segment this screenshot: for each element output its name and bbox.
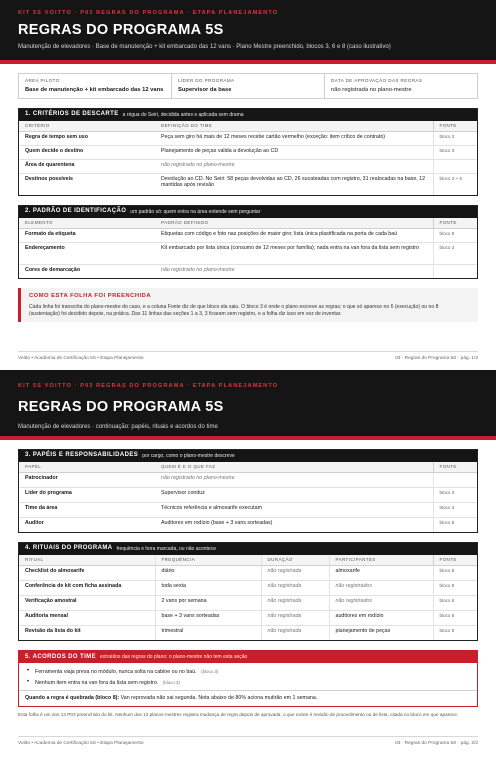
row-definition: Kit embarcado por lista única (consumo de 12 meses por família); nada entra na van fora da lista sem registro (155, 242, 433, 264)
row-source: bloco 8 (433, 565, 477, 580)
row-source: bloco 3 (433, 131, 477, 145)
ritual-frequency: trimestral (155, 625, 261, 640)
acordos-body (19, 663, 477, 690)
section-title: 1. CRITÉRIOS DE DESCARTE (25, 111, 119, 118)
row-source: bloco 3 (433, 487, 477, 502)
ritual-name: Verificação amostral (19, 595, 155, 610)
ritual-frequency: toda sexta (155, 580, 261, 595)
table-header-row (19, 462, 477, 472)
section-header (19, 450, 477, 462)
row-term: Cores de demarcação (25, 266, 81, 273)
meta-value: Base de manutenção + kit embarcado das 12 vans (25, 86, 164, 93)
list-item (25, 678, 471, 689)
section-header (19, 109, 477, 121)
kicker: KIT 5S VOITTO · P03 REGRAS DO PROGRAMA · ETAPA PLANEJAMENTO (18, 10, 279, 16)
ritual-participants: almoxarife (329, 565, 433, 580)
ritual-name: Checklist do almoxarife (19, 565, 155, 580)
section-header (19, 206, 477, 218)
row-source (433, 264, 477, 278)
rituais-table (19, 555, 477, 640)
ritual-participants: auditores em rodízio (329, 610, 433, 625)
ritual-duration: não registrada (261, 595, 329, 610)
row-source: bloco 6 (433, 595, 477, 610)
row-source: bloco 3 (433, 145, 477, 159)
row-source: bloco 8 (433, 228, 477, 242)
ritual-frequency: diário (155, 565, 261, 580)
table-row (19, 159, 477, 173)
footer-right: 03 · Regras do Programa 5S · pág. 1/2 (395, 356, 478, 362)
column-header: FONTE (433, 462, 477, 472)
table-header-row (19, 121, 477, 131)
meta-data-aprovacao (325, 74, 477, 98)
bullet-icon: • (27, 668, 30, 675)
row-source (433, 159, 477, 173)
row-source: bloco 3 (433, 242, 477, 264)
ritual-duration: não registrada (261, 625, 329, 640)
table-header-row (19, 218, 477, 228)
footer-left: Voitto • Academia de Certificação 5S • Etapa Planejamento (18, 741, 144, 747)
column-header: CRITÉRIO (19, 121, 155, 131)
column-header: FREQUÊNCIA (155, 555, 261, 565)
header-accent-bar (0, 60, 496, 64)
callout-body: Cada linha foi transcrita do plano-mestre do caso, e a coluna Fonte diz de que bloco ela saiu. O bloco 3 é onde o plano escreve as regras; o que só aparece no 6 (execução) ou no 8 (sustentação) foi decidido depois, na prática. Das 11 linhas das seções 1 a 3, 3 ficaram sem registro, e a folha diz isso em vez de inventar. (29, 304, 439, 318)
rule-break-consequence (19, 690, 477, 706)
acordo-text: Nenhum item entra na van fora da lista sem registro. (35, 679, 159, 686)
table-row (19, 264, 477, 278)
section-criterios-descarte (18, 108, 478, 196)
row-source: bloco 8 (433, 517, 477, 532)
table-row (19, 472, 477, 487)
ritual-participants: não registrados (329, 595, 433, 610)
ritual-duration: não registrada (261, 565, 329, 580)
section-title: 4. RITUAIS DO PROGRAMA (25, 545, 113, 552)
table-row (19, 145, 477, 159)
meta-lider (172, 74, 325, 98)
ritual-participants: planejamento de peças (329, 625, 433, 640)
section-padrao-identificacao (18, 205, 478, 279)
row-term: Patrocinador (19, 472, 155, 487)
section-title: 2. PADRÃO DE IDENTIFICAÇÃO (25, 208, 127, 215)
footer-left: Voitto • Academia de Certificação 5S • Etapa Planejamento (18, 356, 144, 362)
ritual-duration: não registrada (261, 580, 329, 595)
section-title: 3. PAPÉIS E RESPONSABILIDADES (25, 452, 139, 459)
meta-value: Supervisor da base (178, 86, 232, 93)
break-text: Van reprovada não sai segunda. Nota abaixo de 80% aciona mutirão em 1 semana. (120, 695, 318, 702)
page-title: REGRAS DO PROGRAMA 5S (18, 21, 224, 38)
row-definition: Peça sem giro há mais de 12 meses recebe cartão vermelho (exceção: item crítico de contrato) (155, 131, 433, 145)
table-row (19, 502, 477, 517)
kicker: KIT 5S VOITTO · P03 REGRAS DO PROGRAMA · ETAPA PLANEJAMENTO (18, 383, 279, 389)
fill-method-callout (18, 288, 478, 322)
page-footer (18, 736, 478, 747)
row-term: Regra de tempo sem uso (19, 131, 155, 145)
row-source: bloco 3 + 6 (433, 173, 477, 195)
section-note: um padrão só: quem entra na área entende sem perguntar (130, 209, 261, 215)
identificacao-table (19, 218, 477, 278)
column-header: DURAÇÃO (261, 555, 329, 565)
page-header (0, 0, 496, 64)
ritual-name: Revisão da lista do kit (25, 627, 81, 634)
column-header: RITUAL (19, 555, 155, 565)
row-definition: não registrado no plano-mestre (155, 472, 433, 487)
column-header: QUEM É E O QUE FAZ (155, 462, 433, 472)
page-title: REGRAS DO PROGRAMA 5S (18, 398, 224, 415)
section-rituais (18, 542, 478, 641)
section-note: frequência e hora marcada, ou não acontece (116, 546, 216, 552)
section-note: a régua do Seiri, decidida antes e aplicada sem drama (122, 111, 244, 118)
column-header: PADRÃO DEFINIDO (155, 218, 433, 228)
list-item (25, 667, 471, 678)
criterios-table (19, 121, 477, 195)
section-note: extraídos das regras do plano: o plano-mestre não tem esta seção (99, 654, 248, 661)
row-definition: não registrado no plano-mestre (161, 266, 235, 273)
page-footer (18, 351, 478, 362)
table-row (19, 228, 477, 242)
bullet-icon: • (27, 678, 30, 685)
table-row (19, 625, 477, 640)
section-note: por cargo, como o plano-mestre descreve (142, 452, 235, 459)
row-term: Endereçamento (19, 242, 155, 264)
meta-value: não registrada no plano-mestre (331, 86, 412, 93)
column-header: FONTE (433, 218, 477, 228)
break-label: Quando a regra é quebrada (bloco 8): (25, 695, 120, 702)
acordo-text: Ferramenta viaja presa no módulo, nunca solta na cabine ou no baú. (35, 669, 197, 676)
table-row (19, 565, 477, 580)
closing-note: Esta folha é um dos 13 P03 preenchido do kit. Nenhum dos 13 planos-mestres registra mudança de regra depois de aprovada; o que existe é revisão de procedimento ou de lista, citada no bloco em que aparece. (18, 712, 459, 718)
row-definition: Planejamento de peças valida a devolução ao CD (155, 145, 433, 159)
row-definition: Supervisor conduz (155, 487, 433, 502)
row-definition: Etiquetas com código e foto nas posições de maior giro; lista única plastificada na porta de cada baú (155, 228, 433, 242)
row-term: Auditor (25, 519, 44, 526)
row-term: Time da área (19, 502, 155, 517)
section-papeis (18, 449, 478, 533)
row-term: Formato da etiqueta (19, 228, 155, 242)
acordo-source: (bloco 3) (162, 679, 180, 685)
table-row (19, 610, 477, 625)
table-row (19, 173, 477, 195)
callout-title: COMO ESTA FOLHA FOI PREENCHIDA (29, 293, 152, 300)
section-acordos (18, 650, 478, 707)
meta-area-piloto (19, 74, 172, 98)
column-header: FONTE (433, 121, 477, 131)
ritual-name: Conferência de kit com ficha assinada (19, 580, 155, 595)
papeis-table (19, 462, 477, 532)
row-term: Líder do programa (19, 487, 155, 502)
row-source: bloco 8 (433, 625, 477, 640)
acordos-list (25, 667, 471, 688)
table-row (19, 595, 477, 610)
column-header: ELEMENTO (19, 218, 155, 228)
table-row (19, 487, 477, 502)
meta-label: ÁREA PILOTO (25, 78, 60, 83)
column-header: FONTE (433, 555, 477, 565)
meta-strip (18, 73, 478, 99)
page-one (0, 0, 496, 370)
ritual-frequency: 2 vans por semana (155, 595, 261, 610)
table-row (19, 242, 477, 264)
row-source: bloco 3 (433, 502, 477, 517)
row-definition: não registrado no plano-mestre (155, 159, 433, 173)
row-term: Quem decide o destino (19, 145, 155, 159)
row-term: Destinos possíveis (25, 175, 73, 182)
table-row (19, 131, 477, 145)
page-subtitle: Manutenção de elevadores · continuação: papéis, rituais e acordos do time (18, 424, 218, 431)
column-header: PARTICIPANTES (329, 555, 433, 565)
row-definition: Devolução ao CD. No Seiri: 58 peças devolvidas ao CD, 26 sucateadas com registro, 31 realocadas na base, 12 mantidas após revisão (161, 175, 426, 189)
section-title: 5. ACORDOS DO TIME (25, 653, 96, 660)
ritual-name: Auditoria mensal (19, 610, 155, 625)
meta-label: LÍDER DO PROGRAMA (178, 78, 235, 83)
section-header (19, 543, 477, 555)
ritual-participants: não registrados (329, 580, 433, 595)
footer-right: 03 · Regras do Programa 5S · pág. 2/2 (395, 741, 478, 747)
row-definition: Técnicos referência e almoxarife executam (155, 502, 433, 517)
row-definition: Auditores em rodízio (base + 3 vans sorteadas) (161, 519, 273, 526)
acordo-source: (bloco 3) (201, 669, 219, 675)
meta-label: DATA DE APROVAÇÃO DAS REGRAS (331, 78, 423, 83)
table-row (19, 580, 477, 595)
page-subtitle: Manutenção de elevadores · Base de manutenção + kit embarcado das 12 vans · Plano Mestre preenchido, blocos 3, 6 e 8 (caso ilustrativo) (18, 44, 391, 51)
page-header (0, 370, 496, 440)
header-accent-bar (0, 436, 496, 440)
table-row (19, 517, 477, 532)
row-term: Área de quarentena (19, 159, 155, 173)
page-two (0, 370, 496, 757)
row-source: bloco 8 (433, 580, 477, 595)
table-header-row (19, 555, 477, 565)
section-header (19, 651, 477, 663)
ritual-duration: não registrada (261, 610, 329, 625)
ritual-frequency: base + 3 vans sorteadas (155, 610, 261, 625)
row-source: bloco 8 (433, 610, 477, 625)
row-source (433, 472, 477, 487)
column-header: PAPEL (19, 462, 155, 472)
column-header: DEFINIÇÃO DO TIME (155, 121, 433, 131)
